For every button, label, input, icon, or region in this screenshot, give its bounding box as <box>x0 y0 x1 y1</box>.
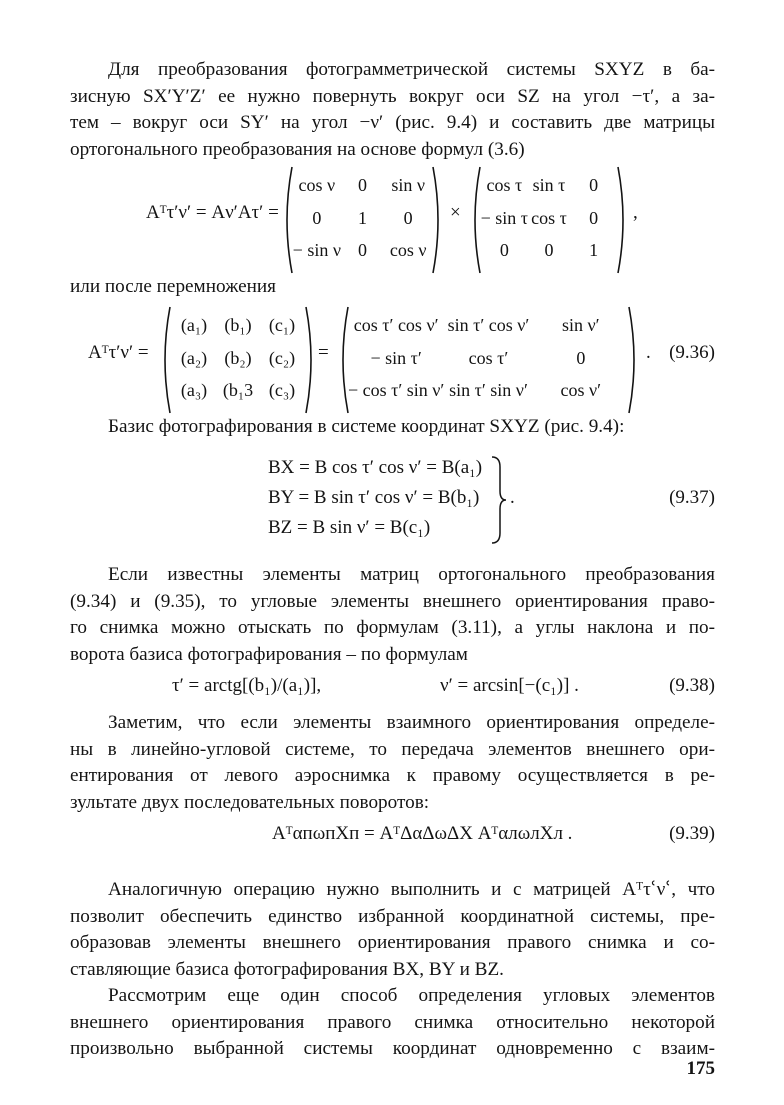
left-parenthesis <box>287 167 292 273</box>
paragraph-3 <box>70 414 715 441</box>
p3-line-1: Базис фотографирования в системе координат SXYZ (рис. 9.4): <box>108 416 625 437</box>
matrix-cell: (b₁) <box>224 315 252 335</box>
matrix-cell: 0 <box>589 175 599 195</box>
p6-line-2: позволит обеспечить единство избранной координатной системы, пре- <box>70 905 715 927</box>
matrix-cell: 0 <box>544 240 554 261</box>
equation-936-matrix-1 <box>158 305 318 415</box>
equation-936-operator: = <box>318 342 329 363</box>
matrix-cell: 0 <box>358 240 367 261</box>
matrix-cell: 0 <box>403 207 413 228</box>
equation-938-number: (9.38) <box>669 675 715 696</box>
matrix-cell: − cos τ′ sin ν′ <box>347 380 445 401</box>
matrix-cell: cos ν <box>389 240 427 261</box>
page-number: 175 <box>686 1058 715 1079</box>
p5-line-4: зультате двух последовательных поворотов: <box>70 791 430 813</box>
matrix-cell: sin τ <box>532 175 566 195</box>
matrix-cell: cos τ′ <box>468 347 509 368</box>
paragraph-4 <box>70 562 715 668</box>
p5-line-2: ны в линейно-угловой системе, то передача элементов внешнего ори- <box>70 738 715 760</box>
p1-line-2: зисную SX′Y′Z′ ее нужно повернуть вокруг оси SZ на угол −τ′, а за- <box>70 85 715 107</box>
p7-line-1: Рассмотрим еще один способ определения угловых элементов <box>108 985 715 1006</box>
p5-line-1: Заметим, что если элементы взаимного ориентирования определе- <box>108 712 715 733</box>
matrix-cell: 0 <box>358 175 367 195</box>
matrix-cell: (b₂) <box>224 347 252 368</box>
equation-936-number: (9.36) <box>669 342 715 363</box>
equation-1-matrix-2 <box>468 165 630 275</box>
matrix-cell: sin τ′ sin ν′ <box>449 380 528 401</box>
p1-line-1: Для преобразования фотограмметрической системы SXYZ в ба- <box>108 59 715 80</box>
matrix-cell: (c₃) <box>268 380 296 401</box>
matrix-cell: 1 <box>589 240 599 261</box>
p4-line-2: (9.34) и (9.35), то угловые элементы внешнего ориентирования право- <box>70 590 715 612</box>
matrix-cell: (b₁3 <box>222 380 254 401</box>
matrix-cell: − sin ν <box>292 240 341 261</box>
matrix-cell: sin τ′ cos ν′ <box>447 315 530 335</box>
p7-line-3: произвольно выбранной системы координат одновременно с взаим- <box>70 1038 715 1059</box>
right-parenthesis <box>629 307 634 413</box>
equation-937-number: (9.37) <box>669 487 715 508</box>
equation-937-tail: . <box>510 487 515 508</box>
right-parenthesis <box>306 307 311 413</box>
matrix-cell: (a₁) <box>180 315 208 335</box>
equation-937-brace <box>490 455 510 545</box>
matrix-cell: 0 <box>312 207 322 228</box>
p6-line-4: ставляющие базиса фотографирования BX, BY и BZ. <box>70 958 504 980</box>
p4-line-3: го снимка можно отыскать по формулам (3.11), а углы наклона и по- <box>70 617 715 638</box>
paragraph-2 <box>70 274 715 301</box>
equation-1-operator: × <box>450 202 461 223</box>
p4-line-1: Если известны элементы матриц ортогонального преобразования <box>108 564 715 585</box>
matrix-cell: (c₁) <box>268 315 296 335</box>
paragraph-6 <box>70 877 715 983</box>
matrix-cell: 0 <box>576 347 586 368</box>
p6-line-1: Аналогичную операцию нужно выполнить и с матрицей Aᵀτՙνՙ, что <box>108 879 715 900</box>
p2-line-1: или после перемножения <box>70 276 276 297</box>
matrix-cell: cos τ <box>531 207 567 228</box>
paragraph-5 <box>70 710 715 816</box>
matrix-cell: 0 <box>499 240 509 261</box>
matrix-cell: (a₂) <box>180 347 208 368</box>
matrix-cell: (c₂) <box>268 347 296 368</box>
matrix-cell: − sin τ′ <box>370 347 422 368</box>
matrix-cell: cos τ <box>486 175 523 195</box>
equation-939-number: (9.39) <box>669 823 715 844</box>
matrix-cell: cos ν <box>298 175 336 195</box>
p1-line-3: тем – вокруг оси SY′ на угол −ν′ (рис. 9.4) и составить две матрицы <box>70 112 715 133</box>
p5-line-3: ентирования от левого аэроснимка к правому осуществляется в ре- <box>70 765 715 786</box>
p6-line-3: образовав элементы внешнего ориентирования правого снимка и со- <box>70 932 715 953</box>
equation-936-matrix-2 <box>336 305 641 415</box>
matrix-cell: cos τ′ cos ν′ <box>353 315 439 335</box>
equation-1-matrix-1 <box>280 165 445 275</box>
matrix-cell: sin ν′ <box>562 315 600 335</box>
p7-line-2: внешнего ориентирования правого снимка относительно некоторой <box>70 1011 715 1033</box>
equation-938-right: ν′ = arcsin[−(c₁)] . <box>440 675 579 696</box>
equation-937-line-1: BX = B cos τ′ cos ν′ = B(a₁) <box>268 457 483 478</box>
p4-line-4: ворота базиса фотографирования – по формулам <box>70 643 468 665</box>
right-parenthesis <box>618 167 623 273</box>
equation-1-lhs: Aᵀτ′ν′ = Aν′Aτ′ = <box>146 202 279 223</box>
left-parenthesis <box>475 167 480 273</box>
left-parenthesis <box>165 307 170 413</box>
matrix-cell: sin ν <box>391 175 425 195</box>
matrix-cell: (a₃) <box>180 380 208 401</box>
right-parenthesis <box>433 167 438 273</box>
matrix-cell: cos ν′ <box>560 380 602 401</box>
p1-line-4: ортогонального преобразования на основе формул (3.6) <box>70 138 525 160</box>
matrix-cell: 1 <box>358 207 367 228</box>
equation-937-line-3: BZ = B sin ν′ = B(c₁) <box>268 517 431 538</box>
matrix-cell: − sin τ <box>480 207 529 228</box>
paragraph-7 <box>70 983 715 1063</box>
equation-938-left: τ′ = arctg[(b₁)/(a₁)], <box>172 675 322 696</box>
equation-937-line-2: BY = B sin τ′ cos ν′ = B(b₁) <box>268 487 480 508</box>
paragraph-1 <box>70 57 715 163</box>
equation-1-tail: , <box>633 202 638 223</box>
matrix-cell: 0 <box>589 207 599 228</box>
equation-939: AᵀαпωпΧп = AᵀΔαΔωΔΧ AᵀαлωлΧл . <box>272 823 573 844</box>
equation-936-tail: . <box>646 342 651 363</box>
equation-936-lhs: Aᵀτ′ν′ = <box>88 342 149 363</box>
